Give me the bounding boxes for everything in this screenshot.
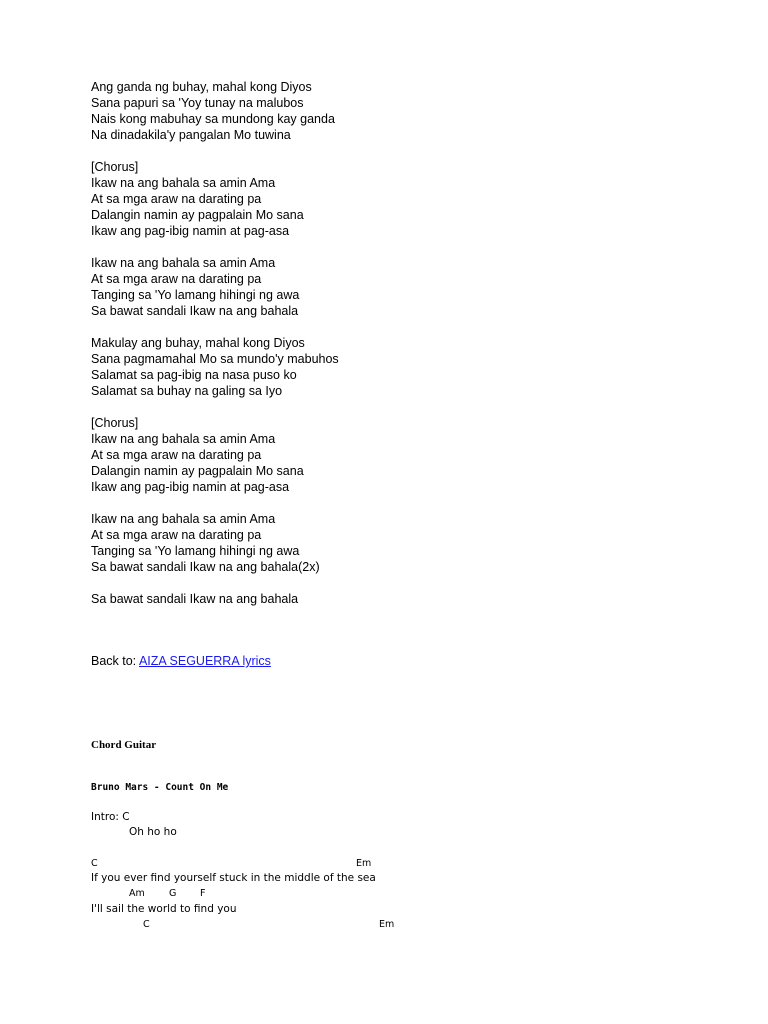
lyric-line: Sa bawat sandali Ikaw na ang bahala(2x) xyxy=(91,560,320,574)
chord-label: Em xyxy=(379,919,395,931)
lyric-line: At sa mga araw na darating pa xyxy=(91,272,262,286)
lyric-line: Ikaw na ang bahala sa amin Ama xyxy=(91,512,276,526)
lyric-line: Ikaw ang pag-ibig namin at pag-asa xyxy=(91,224,290,238)
lyric-line: Ikaw ang pag-ibig namin at pag-asa xyxy=(91,480,290,494)
lyric-line: At sa mga araw na darating pa xyxy=(91,448,262,462)
lyric-line: Ikaw na ang bahala sa amin Ama xyxy=(91,432,276,446)
chord-guitar-heading: Chord Guitar xyxy=(91,739,157,751)
chord-label: Em xyxy=(356,857,372,869)
lyric-line: Sana pagmamahal Mo sa mundo'y mabuhos xyxy=(91,352,339,366)
lyric-line: At sa mga araw na darating pa xyxy=(91,192,262,206)
chord-row xyxy=(91,856,376,871)
song-title: Bruno Mars - Count On Me xyxy=(91,782,229,793)
chord-row xyxy=(91,917,395,932)
lyric-line: Salamat sa buhay na galing sa Iyo xyxy=(91,384,283,398)
lyric-line: Sana papuri sa 'Yoy tunay na malubos xyxy=(91,96,304,110)
intro-line-row xyxy=(91,825,376,840)
chorus-label: [Chorus] xyxy=(91,416,139,430)
lyric-line: Dalangin namin ay pagpalain Mo sana xyxy=(91,464,304,478)
artist-lyrics-link[interactable]: AIZA SEGUERRA lyrics xyxy=(138,654,271,668)
lyric-line: Tanging sa 'Yo lamang hihingi ng awa xyxy=(91,288,300,302)
lyric-line: Dalangin namin ay pagpalain Mo sana xyxy=(91,208,304,222)
lyric-line: Nais kong mabuhay sa mundong kay ganda xyxy=(91,112,335,126)
chord-label: C xyxy=(91,857,98,869)
lyric-row: If you ever find yourself stuck in the middle of the sea xyxy=(91,872,376,885)
lyrics-block xyxy=(91,79,339,607)
chord-label: C xyxy=(143,919,150,931)
lyric-line: Ang ganda ng buhay, mahal kong Diyos xyxy=(91,80,312,94)
lyric-row: I'll sail the world to find you xyxy=(91,902,237,915)
closing-line: Sa bawat sandali Ikaw na ang bahala xyxy=(91,592,299,606)
lyric-line: Salamat sa pag-ibig na nasa puso ko xyxy=(91,368,297,382)
back-to-line xyxy=(91,653,271,669)
back-to-label: Back to: xyxy=(91,654,139,668)
intro-row xyxy=(91,810,376,825)
chord-label: F xyxy=(200,888,206,900)
chord-label: Am xyxy=(129,888,145,900)
chord-label: G xyxy=(169,888,177,900)
lyric-line: Ikaw na ang bahala sa amin Ama xyxy=(91,256,276,270)
lyric-line: Ikaw na ang bahala sa amin Ama xyxy=(91,176,276,190)
chord-sheet xyxy=(91,810,395,932)
lyric-line: Sa bawat sandali Ikaw na ang bahala xyxy=(91,304,299,318)
lyric-line: Tanging sa 'Yo lamang hihingi ng awa xyxy=(91,544,300,558)
chorus-label: [Chorus] xyxy=(91,160,139,174)
intro-label: Intro: C xyxy=(91,811,130,823)
lyric-line: Na dinadakila'y pangalan Mo tuwina xyxy=(91,128,291,142)
lyric-line: At sa mga araw na darating pa xyxy=(91,528,262,542)
intro-line: Oh ho ho xyxy=(129,826,177,839)
lyric-line: Makulay ang buhay, mahal kong Diyos xyxy=(91,336,305,350)
chord-row xyxy=(91,886,376,901)
